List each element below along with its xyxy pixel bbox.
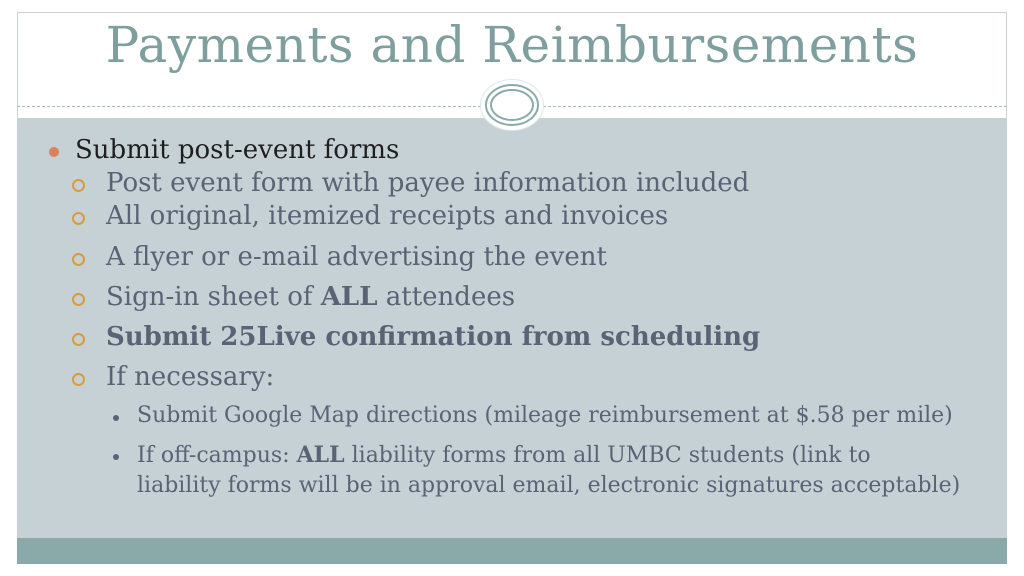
bullet-level2-3: A flyer or e-mail advertising the event	[106, 242, 607, 272]
bullet-ring-icon	[72, 253, 85, 266]
bullet-emphasis: ALL	[296, 442, 345, 468]
bullet-level2-2: All original, itemized receipts and invoices	[106, 201, 669, 231]
bullet-ring-icon	[72, 179, 85, 192]
bullet-text: liability forms from all UMBC students (link to	[344, 443, 871, 468]
bullet-small-dot-icon	[113, 454, 119, 460]
bullet-level3-2	[137, 442, 871, 468]
bullet-ring-icon	[72, 212, 85, 225]
bullet-text: attendees	[377, 282, 516, 312]
bullet-level3-2-continued: liability forms will be in approval email, electronic signatures acceptable)	[137, 473, 961, 498]
bullet-level2-4	[106, 282, 515, 312]
bullet-text: If off-campus:	[137, 443, 297, 468]
slide-title: Payments and Reimbursements	[105, 16, 919, 74]
bullet-level2-1: Post event form with payee information included	[106, 168, 750, 198]
bullet-ring-icon	[72, 293, 85, 306]
bullet-ring-icon	[72, 333, 85, 346]
bullet-level3-1: Submit Google Map directions (mileage reimbursement at $.58 per mile)	[137, 403, 953, 428]
bullet-dot-icon	[49, 147, 59, 157]
bullet-level2-5: Submit 25Live confirmation from scheduling	[106, 322, 761, 352]
bullet-level2-6: If necessary:	[106, 362, 275, 392]
bullet-text: Sign-in sheet of	[106, 282, 321, 312]
bullet-level1: Submit post-event forms	[75, 135, 400, 165]
bullet-ring-icon	[72, 373, 85, 386]
bullet-small-dot-icon	[113, 415, 119, 421]
bullet-emphasis: ALL	[320, 282, 378, 312]
